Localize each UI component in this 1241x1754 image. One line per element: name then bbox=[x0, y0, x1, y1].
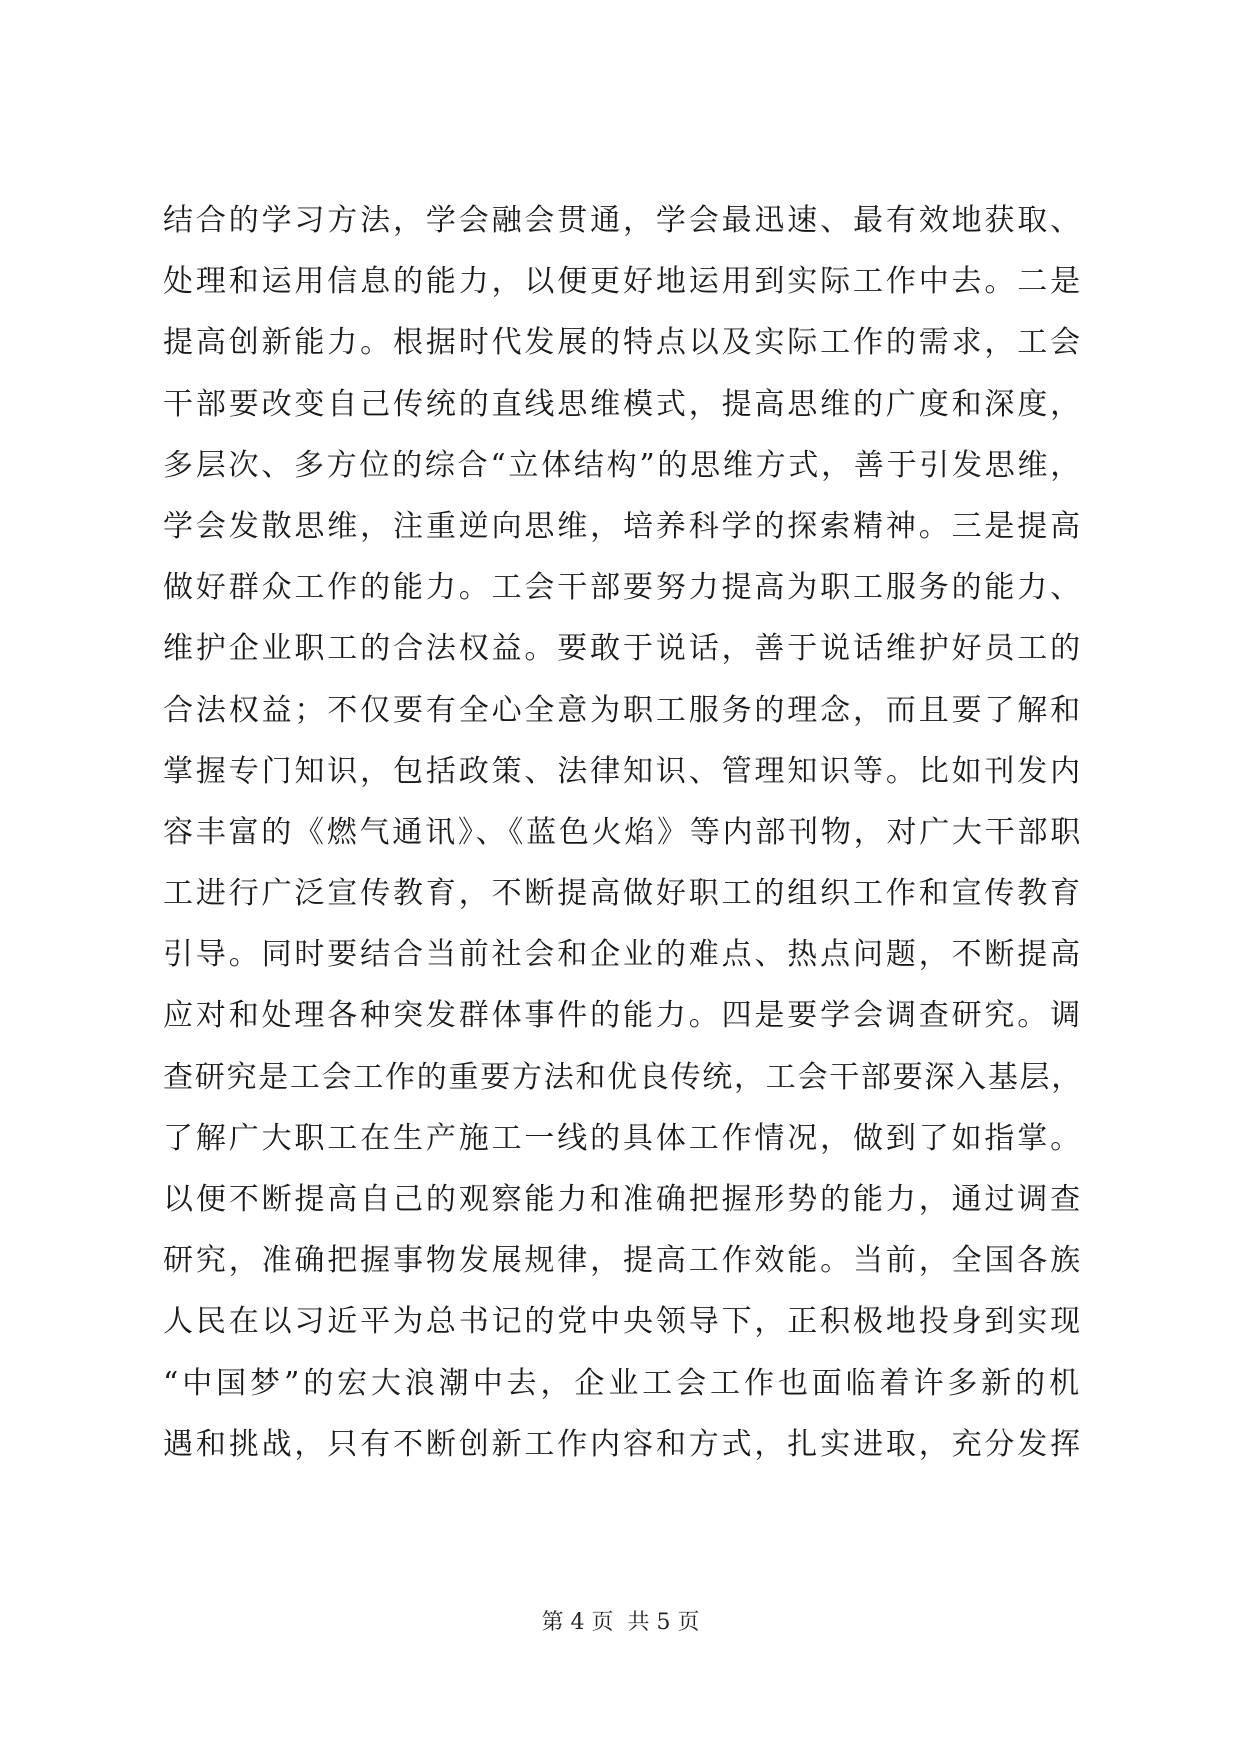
text-line: 工进行广泛宣传教育，不断提高做好职工的组织工作和宣传教育 bbox=[163, 876, 1083, 912]
text-line: “中国梦”的宏大浪潮中去，企业工会工作也面临着许多新的机 bbox=[163, 1365, 1083, 1401]
text-line: 结合的学习方法，学会融会贯通，学会最迅速、最有效地获取、 bbox=[163, 203, 1083, 238]
text-line: 查研究是工会工作的重要方法和优良传统，工会干部要深入基层， bbox=[163, 1059, 1083, 1095]
page-footer bbox=[0, 1608, 1241, 1638]
text-line: 干部要改变自己传统的直线思维模式，提高思维的广度和深度， bbox=[163, 386, 1083, 422]
text-line: 了解广大职工在生产施工一线的具体工作情况，做到了如指掌。 bbox=[163, 1120, 1083, 1156]
text-line: 应对和处理各种突发群体事件的能力。四是要学会调查研究。调 bbox=[163, 998, 1083, 1034]
text-line: 人民在以习近平为总书记的党中央领导下，正积极地投身到实现 bbox=[163, 1304, 1083, 1340]
text-line: 研究，准确把握事物发展规律，提高工作效能。当前，全国各族 bbox=[163, 1243, 1083, 1279]
text-line: 做好群众工作的能力。工会干部要努力提高为职工服务的能力、 bbox=[163, 570, 1083, 606]
text-line: 提高创新能力。根据时代发展的特点以及实际工作的需求，工会 bbox=[163, 325, 1083, 361]
text-line: 掌握专门知识，包括政策、法律知识、管理知识等。比如刊发内 bbox=[163, 753, 1083, 789]
body-text bbox=[163, 190, 1083, 1475]
text-line: 多层次、多方位的综合“立体结构”的思维方式，善于引发思维， bbox=[163, 447, 1083, 483]
text-line: 遇和挑战，只有不断创新工作内容和方式，扎实进取，充分发挥 bbox=[163, 1426, 1083, 1462]
page-total: 共 5 页 bbox=[627, 1610, 700, 1635]
text-line: 处理和运用信息的能力，以便更好地运用到实际工作中去。二是 bbox=[163, 264, 1083, 300]
text-line: 引导。同时要结合当前社会和企业的难点、热点问题，不断提高 bbox=[163, 937, 1083, 973]
text-line: 以便不断提高自己的观察能力和准确把握形势的能力，通过调查 bbox=[163, 1182, 1083, 1217]
page-number: 第 4 页 bbox=[541, 1610, 614, 1635]
text-line: 学会发散思维，注重逆向思维，培养科学的探索精神。三是提高 bbox=[163, 508, 1083, 544]
text-line: 合法权益；不仅要有全心全意为职工服务的理念，而且要了解和 bbox=[163, 692, 1083, 728]
text-line: 维护企业职工的合法权益。要敢于说话，善于说话维护好员工的 bbox=[163, 631, 1083, 667]
text-line: 容丰富的《燃气通讯》、《蓝色火焰》等内部刊物，对广大干部职 bbox=[163, 814, 1083, 850]
